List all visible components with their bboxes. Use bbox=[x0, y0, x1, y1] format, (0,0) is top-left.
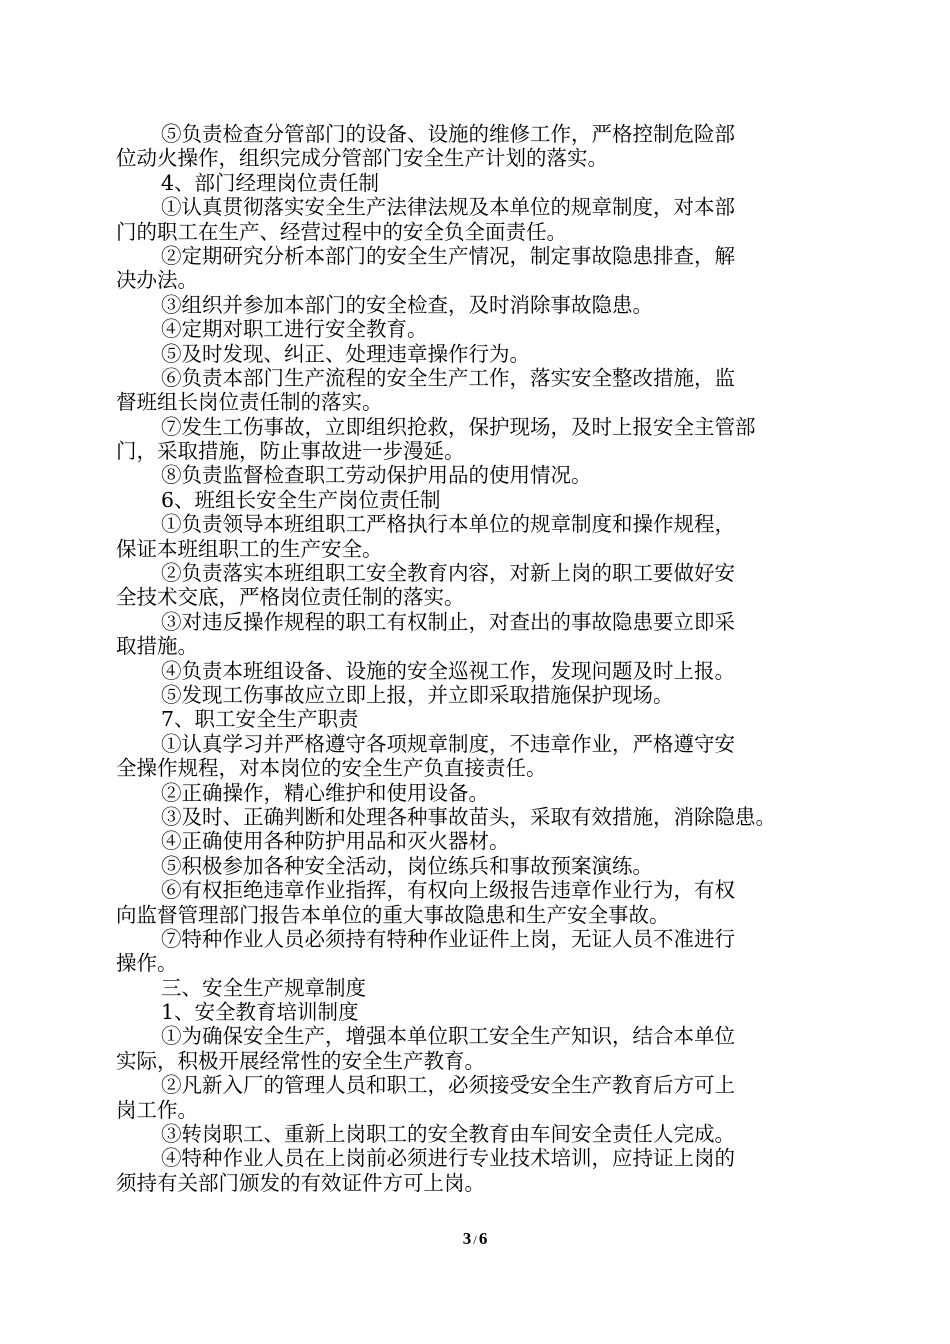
text-line: ①负责领导本班组职工严格执行本单位的规章制度和操作规程， bbox=[161, 512, 735, 537]
text-line: 岗工作。 bbox=[116, 1097, 198, 1122]
text-line: ②正确操作，精心维护和使用设备。 bbox=[161, 780, 489, 805]
text-line: 全操作规程，对本岗位的安全生产负直接责任。 bbox=[116, 756, 547, 781]
text-line: ⑤发现工伤事故应立即上报，并立即采取措施保护现场。 bbox=[161, 682, 674, 707]
text-line: ⑤负责检查分管部门的设备、设施的维修工作，严格控制危险部 bbox=[161, 122, 735, 146]
text-line: ⑤积极参加各种安全活动，岗位练兵和事故预案演练。 bbox=[161, 853, 653, 878]
text-line: ④负责本班组设备、设施的安全巡视工作，发现问题及时上报。 bbox=[161, 658, 735, 683]
text-line: 4、部门经理岗位责任制 bbox=[161, 170, 380, 195]
text-line: ③组织并参加本部门的安全检查，及时消除事故隐患。 bbox=[161, 292, 653, 317]
text-line: 6、班组长安全生产岗位责任制 bbox=[161, 487, 441, 512]
text-line: 7、职工安全生产职责 bbox=[161, 707, 359, 732]
text-line: ⑥有权拒绝违章作业指挥，有权向上级报告违章作业行为，有权 bbox=[161, 878, 735, 903]
text-line: ③对违反操作规程的职工有权制止，对查出的事故隐患要立即采 bbox=[161, 609, 735, 634]
page-separator: / bbox=[473, 1232, 477, 1247]
text-line: ⑤及时发现、纠正、处理违章操作行为。 bbox=[161, 341, 530, 366]
text-line: 向监督管理部门报告本单位的重大事故隐患和生产安全事故。 bbox=[116, 902, 670, 927]
text-line: ②负责落实本班组职工安全教育内容，对新上岗的职工要做好安 bbox=[161, 561, 735, 586]
text-line: ③转岗职工、重新上岗职工的安全教育由车间安全责任人完成。 bbox=[161, 1122, 735, 1147]
text-line: ①认真贯彻落实安全生产法律法规及本单位的规章制度，对本部 bbox=[161, 195, 735, 220]
page-number bbox=[0, 1229, 950, 1250]
text-line: ②定期研究分析本部门的安全生产情况，制定事故隐患排查，解 bbox=[161, 243, 735, 268]
text-line: ⑦发生工伤事故，立即组织抢救，保护现场，及时上报安全主管部 bbox=[161, 414, 756, 439]
text-line: ③及时、正确判断和处理各种事故苗头，采取有效措施，消除隐患。 bbox=[161, 804, 776, 829]
current-page: 3 bbox=[462, 1229, 472, 1248]
text-line: 全技术交底，严格岗位责任制的落实。 bbox=[116, 585, 465, 610]
text-line: ①为确保安全生产，增强本单位职工安全生产知识，结合本单位 bbox=[161, 1024, 735, 1049]
text-line: ④特种作业人员在上岗前必须进行专业技术培训，应持证上岗的 bbox=[161, 1146, 735, 1171]
text-line: ⑥负责本部门生产流程的安全生产工作，落实安全整改措施，监 bbox=[161, 365, 735, 390]
text-line: 实际，积极开展经常性的安全生产教育。 bbox=[116, 1048, 485, 1073]
text-line: 决办法。 bbox=[116, 268, 198, 293]
text-line: 保证本班组职工的生产安全。 bbox=[116, 536, 383, 561]
text-line: ④定期对职工进行安全教育。 bbox=[161, 317, 428, 342]
text-line: 须持有关部门颁发的有效证件方可上岗。 bbox=[116, 1170, 485, 1195]
text-line: 1、安全教育培训制度 bbox=[161, 1000, 359, 1025]
text-line: ⑧负责监督检查职工劳动保护用品的使用情况。 bbox=[161, 463, 592, 488]
text-line: 督班组长岗位责任制的落实。 bbox=[116, 390, 383, 415]
text-line: 三、安全生产规章制度 bbox=[161, 975, 366, 1000]
text-line: 取措施。 bbox=[116, 634, 198, 659]
text-line: 门的职工在生产、经营过程中的安全负全面责任。 bbox=[116, 219, 567, 244]
document-body bbox=[116, 122, 856, 1195]
text-line: ④正确使用各种防护用品和灭火器材。 bbox=[161, 829, 510, 854]
text-line: 位动火操作，组织完成分管部门安全生产计划的落实。 bbox=[116, 146, 608, 171]
text-line: 操作。 bbox=[116, 951, 178, 976]
text-line: ⑦特种作业人员必须持有特种作业证件上岗，无证人员不准进行 bbox=[161, 926, 735, 951]
text-line: ②凡新入厂的管理人员和职工，必须接受安全生产教育后方可上 bbox=[161, 1073, 735, 1098]
text-line: 门，采取措施，防止事故进一步漫延。 bbox=[116, 439, 465, 464]
text-line: ①认真学习并严格遵守各项规章制度，不违章作业，严格遵守安 bbox=[161, 731, 735, 756]
total-pages: 6 bbox=[478, 1229, 488, 1248]
